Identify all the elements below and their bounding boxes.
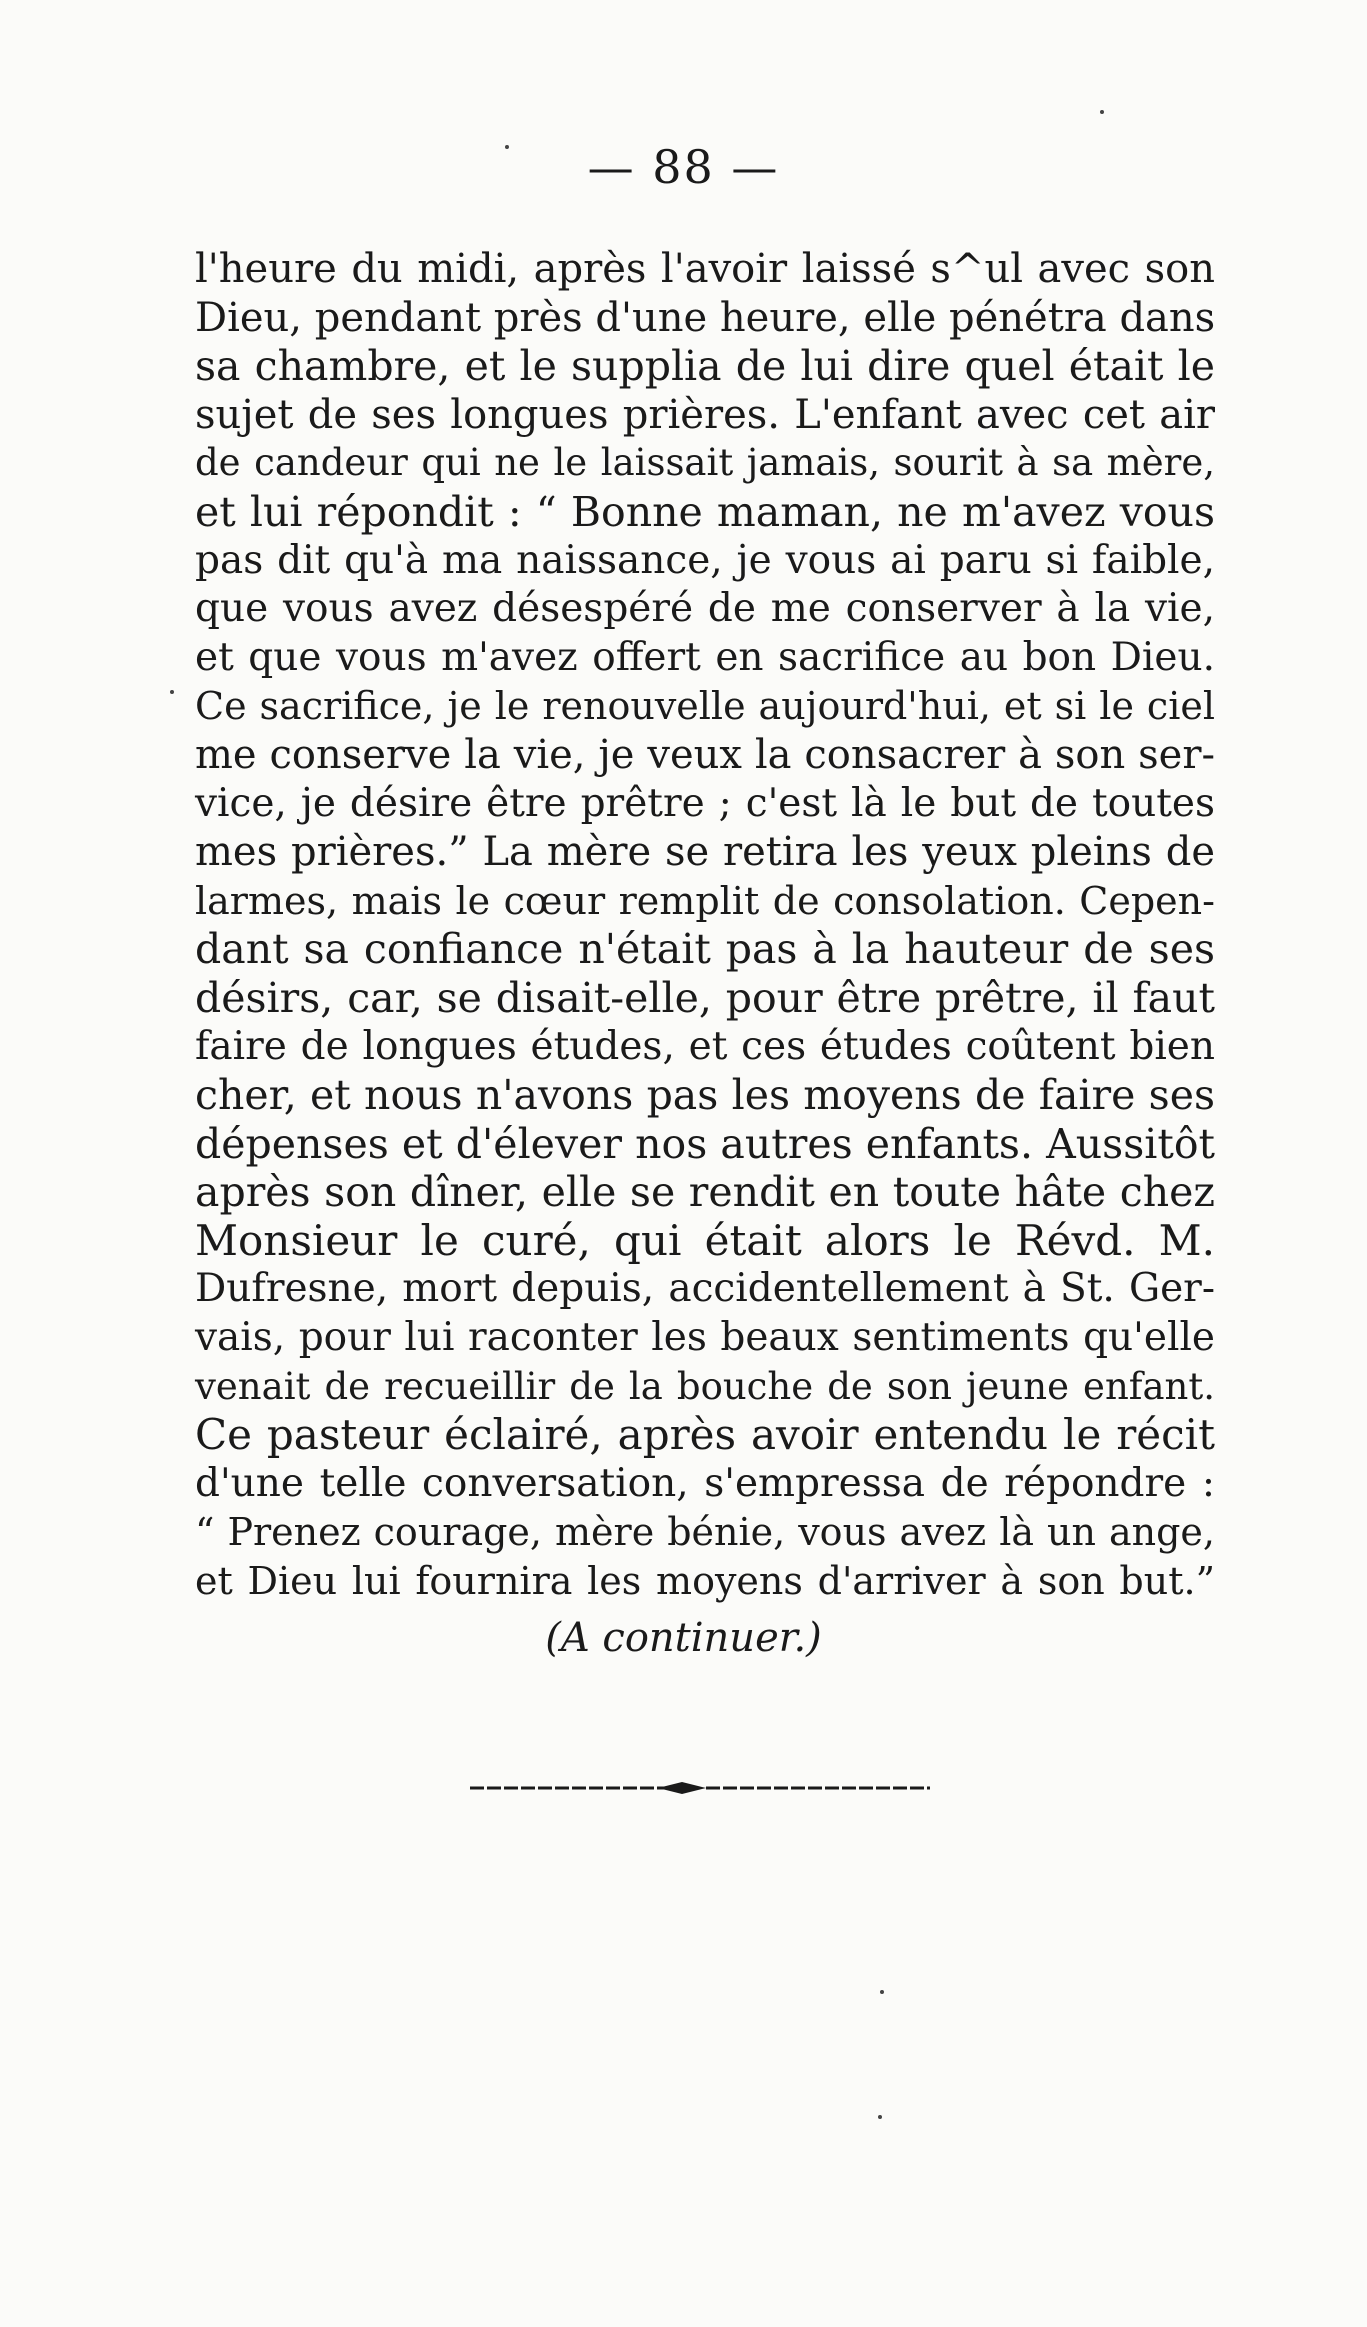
text-line: Ce pasteur éclairé, après avoir entendu le récit — [195, 1410, 1215, 1460]
text-line: “ Prenez courage, mère bénie, vous avez là un ange, — [195, 1510, 1215, 1555]
text-line: Dufresne, mort depuis, accidentellement à St. Ger- — [195, 1266, 1215, 1312]
paper-speck — [170, 690, 174, 694]
text-line: vais, pour lui raconter les beaux sentiments qu'elle — [195, 1315, 1215, 1361]
text-line: que vous avez désespéré de me conserver à la vie, — [195, 586, 1215, 632]
text-line: Ce sacrifice, je le renouvelle aujourd'hui, et si le ciel — [195, 684, 1215, 729]
ornament-divider-icon — [470, 1778, 930, 1798]
text-line: désirs, car, se disait-elle, pour être prêtre, il faut — [195, 973, 1215, 1022]
text-line: sa chambre, et le supplia de lui dire quel était le — [195, 342, 1215, 391]
text-line: et lui répondit : “ Bonne maman, ne m'avez vous — [195, 487, 1215, 536]
text-line: pas dit qu'à ma naissance, je vous ai paru si faible, — [195, 537, 1215, 583]
text-line: cher, et nous n'avons pas les moyens de faire ses — [195, 1071, 1215, 1120]
text-line: Dieu, pendant près d'une heure, elle pénétra dans — [195, 294, 1216, 341]
text-line: dépenses et d'élever nos autres enfants. Aussitôt — [195, 1119, 1215, 1168]
text-line: mes prières.” La mère se retira les yeux pleins de — [195, 829, 1215, 876]
text-line: venait de recueillir de la bouche de son jeune enfant. — [195, 1364, 1215, 1408]
continuation-note: (A continuer.) — [545, 1615, 822, 1661]
paper-speck — [1100, 110, 1104, 114]
text-line: dant sa confiance n'était pas à la hauteur de ses — [195, 925, 1215, 974]
text-line: faire de longues études, et ces études coûtent bien — [195, 1023, 1215, 1069]
text-line: larmes, mais le cœur remplit de consolation. Cepen- — [195, 878, 1215, 923]
paper-speck — [505, 145, 509, 149]
text-line: vice, je désire être prêtre ; c'est là le but de toutes — [195, 780, 1215, 826]
page-number: — 88 — — [587, 140, 780, 194]
text-line: sujet de ses longues prières. L'enfant avec cet air — [195, 391, 1215, 438]
text-line: l'heure du midi, après l'avoir laissé s^ul avec son — [195, 246, 1215, 292]
paper-speck — [878, 2115, 882, 2119]
text-line: de candeur qui ne le laissait jamais, sourit à sa mère, — [195, 441, 1215, 485]
body-text — [195, 245, 1215, 1606]
text-line: et que vous m'avez offert en sacrifice au bon Dieu. — [195, 634, 1215, 680]
text-line: d'une telle conversation, s'empressa de répondre : — [195, 1460, 1215, 1506]
text-line: me conserve la vie, je veux la consacrer à son ser- — [195, 731, 1215, 778]
paper-speck — [880, 1990, 884, 1994]
text-line: après son dîner, elle se rendit en toute hâte chez — [195, 1168, 1215, 1217]
text-line: Monsieur le curé, qui était alors le Révd. M. — [195, 1215, 1215, 1265]
text-line: et Dieu lui fournira les moyens d'arriver à son but.” — [195, 1559, 1215, 1604]
